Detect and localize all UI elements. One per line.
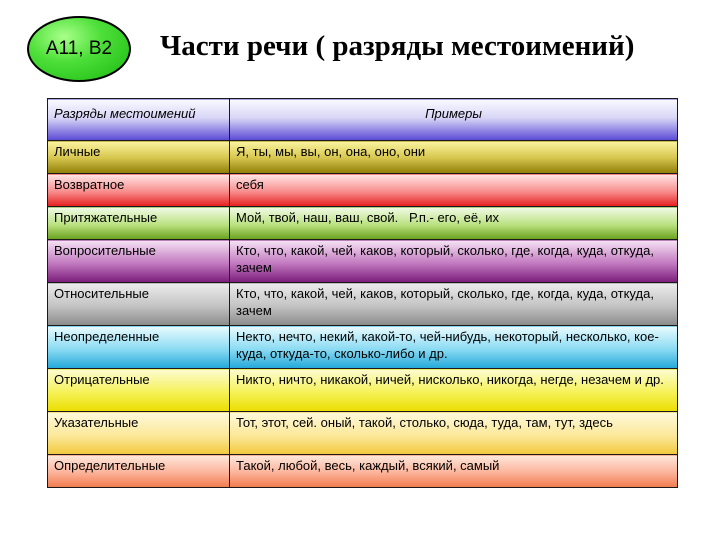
slide-title: Части речи ( разряды местоимений) bbox=[160, 30, 635, 62]
examples-cell: Тот, этот, сей. оный, такой, столько, сюда, туда, там, тут, здесь bbox=[230, 412, 678, 455]
examples-cell: Кто, что, какой, чей, каков, который, сколько, где, когда, куда, откуда, зачем bbox=[230, 240, 678, 283]
pronoun-categories-table bbox=[47, 98, 678, 488]
table-row bbox=[48, 283, 678, 326]
table-row bbox=[48, 174, 678, 207]
table-row bbox=[48, 207, 678, 240]
table-row bbox=[48, 141, 678, 174]
table-row bbox=[48, 455, 678, 488]
category-cell: Относительные bbox=[48, 283, 230, 326]
examples-cell: Мой, твой, наш, ваш, свой. Р.п.- его, её, их bbox=[230, 207, 678, 240]
examples-cell: Я, ты, мы, вы, он, она, оно, они bbox=[230, 141, 678, 174]
table-row bbox=[48, 412, 678, 455]
header-examples: Примеры bbox=[230, 99, 678, 141]
examples-cell: Никто, ничто, никакой, ничей, нисколько, никогда, негде, незачем и др. bbox=[230, 369, 678, 412]
header-category: Разряды местоимений bbox=[48, 99, 230, 141]
category-cell: Личные bbox=[48, 141, 230, 174]
category-cell: Указательные bbox=[48, 412, 230, 455]
category-cell: Неопределенные bbox=[48, 326, 230, 369]
examples-cell: Некто, нечто, некий, какой-то, чей-нибудь, некоторый, несколько, кое-куда, откуда-то, сколько-либо и др. bbox=[230, 326, 678, 369]
topic-badge: А11, В2 bbox=[27, 16, 131, 82]
category-cell: Возвратное bbox=[48, 174, 230, 207]
table-row bbox=[48, 369, 678, 412]
examples-cell: себя bbox=[230, 174, 678, 207]
category-cell: Вопросительные bbox=[48, 240, 230, 283]
examples-cell: Кто, что, какой, чей, каков, который, сколько, где, когда, куда, откуда, зачем bbox=[230, 283, 678, 326]
table-row bbox=[48, 326, 678, 369]
table-header-row bbox=[48, 99, 678, 141]
table-row bbox=[48, 240, 678, 283]
examples-cell: Такой, любой, весь, каждый, всякий, самый bbox=[230, 455, 678, 488]
category-cell: Отрицательные bbox=[48, 369, 230, 412]
category-cell: Притяжательные bbox=[48, 207, 230, 240]
category-cell: Определительные bbox=[48, 455, 230, 488]
